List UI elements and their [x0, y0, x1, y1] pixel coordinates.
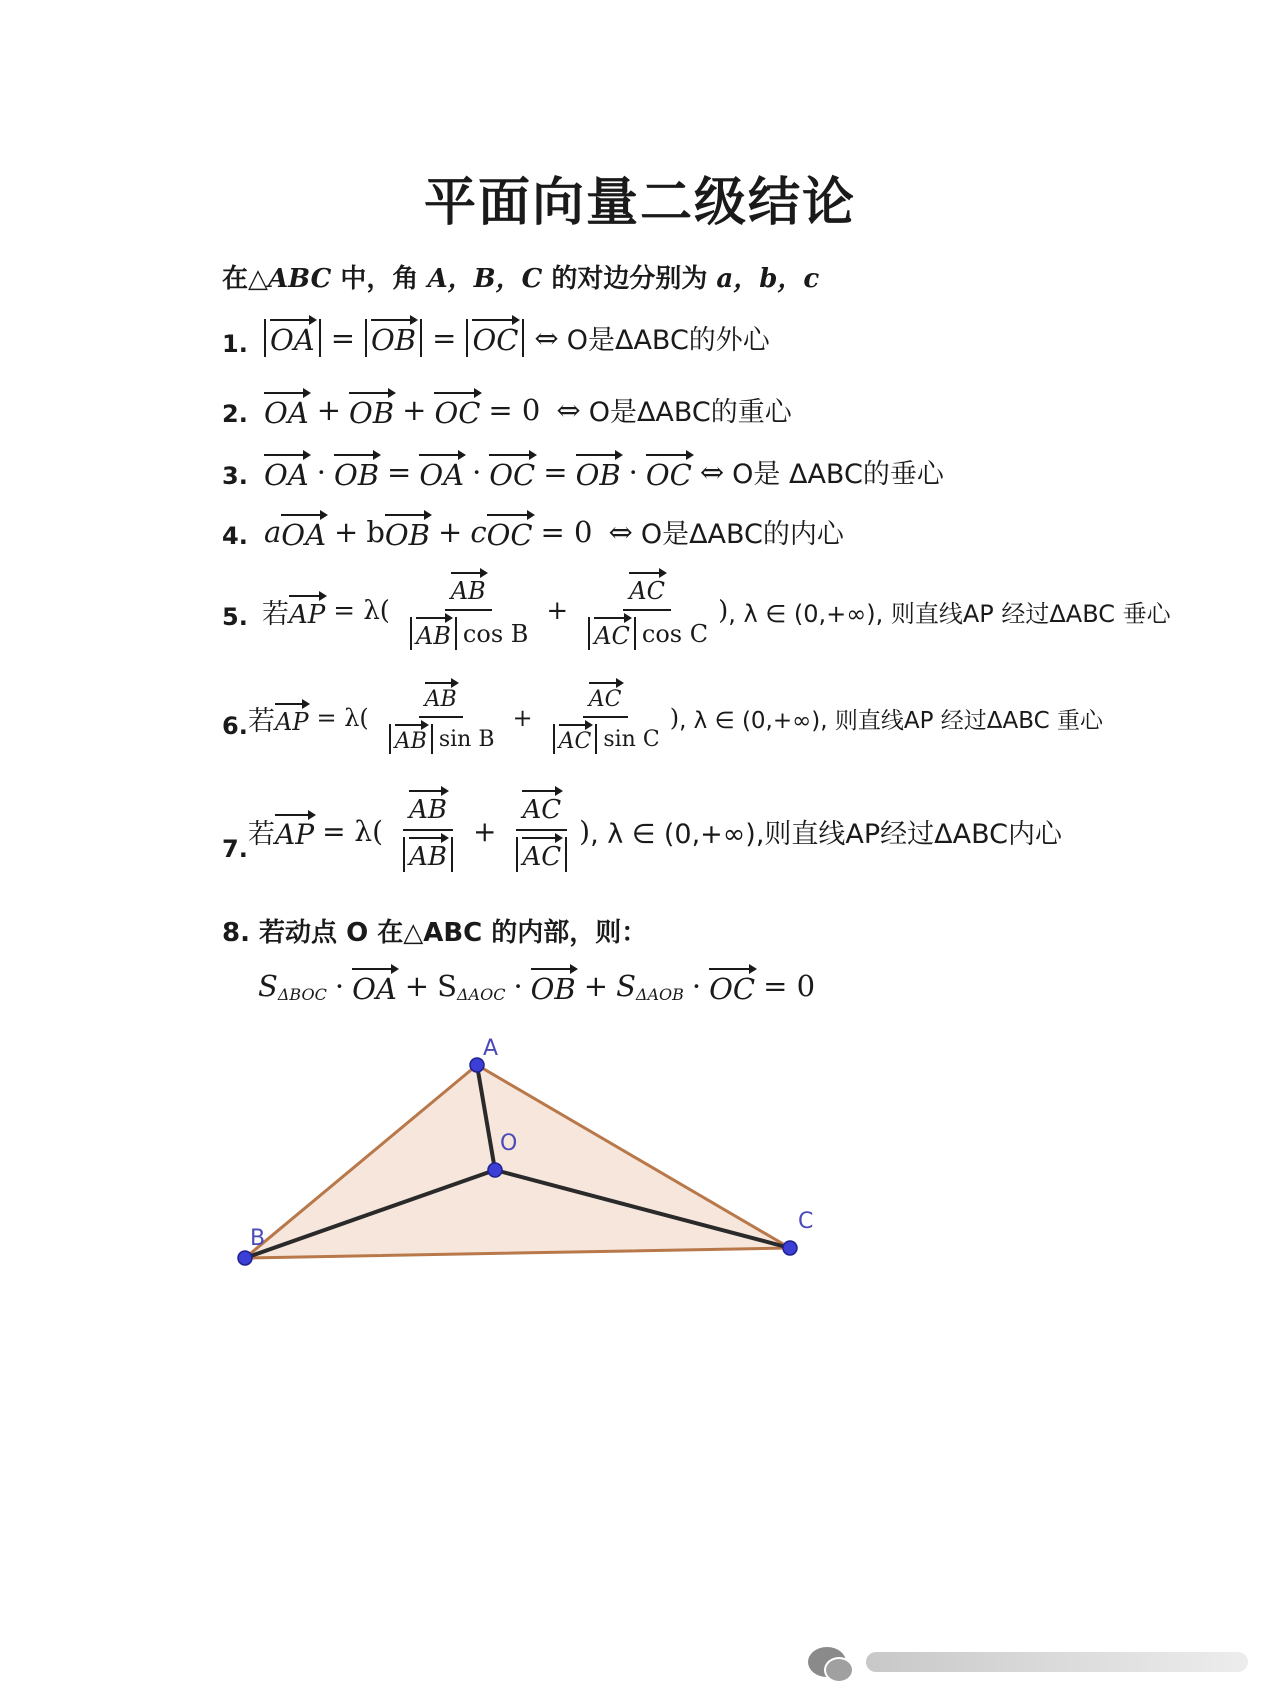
fraction-ab-unit [395, 790, 461, 872]
vec-ab: AB [416, 617, 451, 648]
intro-pre: 在 [222, 264, 249, 294]
page-title: 平面向量二级结论 [423, 173, 856, 233]
item-6-number: 6. [222, 712, 248, 740]
item-2-result: O是ΔABC的重心 [588, 397, 792, 428]
intro-mid2: 的对边分别为 [542, 264, 717, 294]
intro-triangle: △ABC [248, 264, 332, 294]
coef-c: c [470, 514, 487, 549]
vec-ac: AC [522, 790, 561, 823]
point-b [238, 1251, 252, 1265]
vec-ap: AP [275, 814, 314, 849]
sin-c: sin C [603, 726, 660, 752]
vec-ac: AC [594, 617, 630, 648]
item-7-formula: 若 AP = λ( $\frac{AB}{AB}$ + $\frac{AC}{AC}$ ) , λ ∈ (0,+∞),则直线AP经过ΔABC内心 [248, 790, 1062, 872]
item-1-formula: OA = OB = OC ⇔ O是ΔABC的外心 [262, 318, 770, 357]
vec-ab: AB [425, 682, 457, 711]
item-6-tail: , λ ∈ (0,+∞), 则直线AP 经过ΔABC 重心 [679, 707, 1104, 734]
cos-b: cos B [462, 619, 529, 648]
coef-b: b [366, 514, 385, 549]
equiv-symbol: ⇔ [534, 320, 559, 355]
vec-ab: AB [451, 572, 486, 603]
item-7-number: 7. [222, 835, 248, 863]
abs-oc [466, 319, 524, 357]
vec-oa: OA [264, 392, 309, 428]
watermark [808, 1640, 1248, 1684]
item-3-formula: OA · OB = OA · OC = OB · OC ⇔ O是 ΔABC的垂心 [264, 452, 944, 491]
if-word: 若 [248, 818, 275, 850]
intro-line [222, 258, 819, 295]
label-c: C [798, 1209, 814, 1234]
equiv-symbol: ⇔ [608, 514, 633, 549]
sin-b: sin B [438, 726, 495, 752]
if-word: 若 [262, 598, 289, 630]
vec-oc: OC [472, 319, 518, 355]
item-3-result: O是 ΔABC的垂心 [732, 459, 944, 490]
vec-ab: AB [409, 790, 447, 823]
equiv-symbol: ⇔ [556, 392, 581, 427]
fraction-ac-sinc [545, 682, 666, 754]
item-5-formula: 若 AP = λ( AB AB cos B + AC AC cos C ) , λ ∈ (0,+∞), 则直线AP 经过ΔABC 垂心 [262, 572, 1171, 650]
vec-ob: OB [385, 514, 430, 550]
cos-c: cos C [641, 619, 709, 648]
vec-ab: AB [409, 837, 447, 870]
item-4-number: 4. [222, 522, 248, 550]
lambda-open: = λ( [316, 704, 369, 732]
vec-oc: OC [489, 454, 535, 490]
vec-oa: OA [270, 319, 315, 355]
vec-ab: AB [395, 724, 427, 753]
area-s: S [616, 969, 636, 1003]
vec-ac: AC [629, 572, 665, 603]
equals-zero: = 0 [540, 514, 593, 549]
intro-mid1: 中，角 [331, 264, 428, 294]
label-a: A [483, 1036, 499, 1061]
intro-sides: a，b，c [716, 264, 820, 294]
watermark-blurred-text [866, 1652, 1248, 1672]
vec-ob: OB [334, 454, 379, 490]
vec-ob: OB [576, 454, 621, 490]
equiv-symbol: ⇔ [699, 454, 725, 489]
item-8-formula: S ΔBOC · OA + S ΔAOC · OB + S ΔAOB · OC = 0 [258, 969, 816, 1006]
abs-ob [365, 319, 422, 357]
sub-aoc: ΔAOC [456, 984, 506, 1004]
coef-a: a [264, 514, 282, 549]
item-5-number: 5. [222, 603, 248, 631]
item-1-result: O是ΔABC的外心 [566, 325, 770, 356]
equals-zero: = 0 [488, 392, 541, 427]
intro-angles: A，B，C [427, 264, 543, 294]
paren-close: ) [669, 704, 680, 732]
item-3-number: 3. [222, 462, 248, 490]
lambda-open: = λ( [322, 814, 384, 848]
item-4-result: O是ΔABC的内心 [640, 519, 844, 550]
item-8-number: 8. [222, 918, 250, 948]
point-o [488, 1163, 502, 1177]
vec-oa: OA [264, 454, 309, 490]
point-c [783, 1241, 797, 1255]
triangle-figure [220, 1020, 840, 1280]
abs-oa [264, 319, 321, 357]
sub-boc: ΔBOC [277, 984, 327, 1004]
item-8-heading [222, 912, 647, 949]
wechat-icon [808, 1647, 846, 1677]
vec-ap: AP [275, 703, 308, 734]
item-6-formula: 若 AP = λ( AB AB sin B + AC AC sin C ) , λ ∈ (0,+∞), 则直线AP 经过ΔABC 重心 [248, 682, 1103, 754]
vec-ac: AC [522, 837, 561, 870]
equals-zero: = 0 [763, 969, 816, 1003]
item-2-formula: OA + OB + OC = 0 ⇔ O是ΔABC的重心 [264, 390, 792, 429]
paren-close: ) [718, 596, 729, 626]
vec-oc: OC [646, 454, 692, 490]
vec-oa: OA [352, 968, 397, 1004]
lambda-open: = λ( [333, 596, 390, 626]
item-7-tail: , λ ∈ (0,+∞),则直线AP经过ΔABC内心 [590, 818, 1063, 850]
sub-aob: ΔAOB [635, 984, 684, 1004]
item-5-tail: , λ ∈ (0,+∞), 则直线AP 经过ΔABC 垂心 [728, 599, 1171, 628]
vec-oa: OA [419, 454, 464, 490]
item-1-number: 1. [222, 330, 248, 358]
item-2-number: 2. [222, 400, 248, 428]
vec-oa: OA [281, 514, 326, 550]
vec-oc: OC [709, 968, 755, 1004]
paren-close: ) [579, 814, 591, 848]
vec-ob: OB [531, 968, 576, 1004]
vec-ac: AC [559, 724, 592, 753]
item-8-text: 若动点 O 在△ABC 的内部，则： [259, 918, 648, 948]
vec-ob: OB [371, 319, 416, 355]
if-word: 若 [248, 705, 275, 737]
vec-oc: OC [434, 392, 480, 428]
vec-ap: AP [289, 595, 325, 628]
fraction-ac-unit [508, 790, 575, 872]
label-b: B [250, 1226, 266, 1251]
fraction-ab-sinb [381, 682, 501, 754]
fraction-ac-cosc [580, 572, 714, 650]
area-s: S [258, 969, 278, 1003]
fraction-ab-cosb [402, 572, 534, 650]
area-s: S [437, 969, 457, 1003]
point-a [470, 1058, 484, 1072]
vec-ac: AC [589, 682, 622, 711]
vec-oc: OC [487, 514, 533, 550]
item-4-formula: a OA + b OB + c OC = 0 ⇔ O是ΔABC的内心 [264, 512, 844, 551]
label-o: O [500, 1131, 518, 1156]
vec-ob: OB [349, 392, 394, 428]
